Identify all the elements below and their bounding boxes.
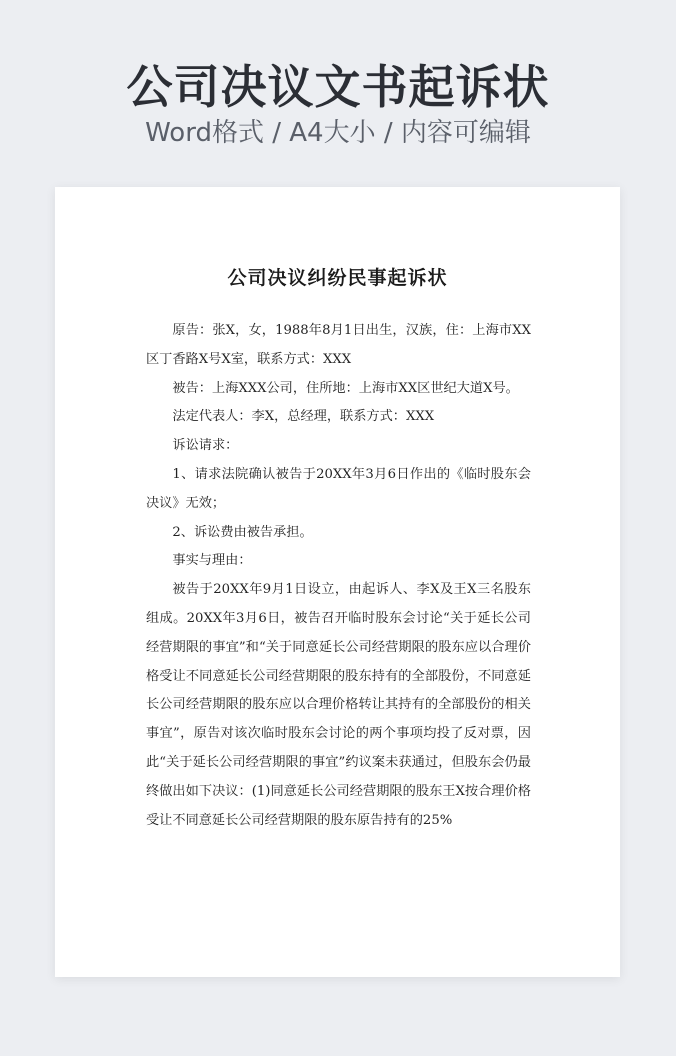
- legal-representative-paragraph: 法定代表人：李X，总经理，联系方式：XXX: [172, 409, 435, 425]
- facts-paragraph: 被告于20XX年9月1日设立，由起诉人、李X及王X三名股东组成。20XX年3月6日，被告召开临时股东会讨论“关于延长公司经营期限的事宜”和“关于同意延长公司经营期限的股东应以合理价格受让不同意延长公司经营期限的股东持有的全部股份，不同意延长公司经营期限的股东应以合理价格转让其持有的全部股份的相关事宜”，原告对该次临时股东会讨论的两个事项均投了反对票，因此“关于延长公司经营期限的事宜”约议案未获通过，但股东会仍最终做出如下决议：(1)同意延长公司经营期限的股东王X按合理价格受让不同意延长公司经营期限的股东原告持有的25%: [146, 582, 531, 828]
- facts-heading: 事实与理由：: [172, 553, 252, 569]
- banner-subtitle: Word格式 / A4大小 / 内容可编辑: [145, 118, 531, 148]
- banner-title: 公司决议文书起诉状: [126, 60, 550, 114]
- document-page: [55, 187, 620, 977]
- claims-heading: 诉讼请求：: [172, 438, 239, 454]
- defendant-paragraph: 被告：上海XXX公司，住所地：上海市XX区世纪大道X号。: [172, 380, 519, 396]
- claim-item-2: 2、诉讼费由被告承担。: [172, 524, 313, 540]
- plaintiff-paragraph: 原告：张X，女，1988年8月1日出生，汉族，住：上海市XX区丁香路X号X室，联系方式：XXX: [146, 323, 531, 367]
- claim-item-1: 1、请求法院确认被告于20XX年3月6日作出的《临时股东会决议》无效；: [146, 466, 531, 511]
- document-title: 公司决议纠纷民事起诉状: [227, 267, 448, 289]
- document-body: [146, 317, 531, 835]
